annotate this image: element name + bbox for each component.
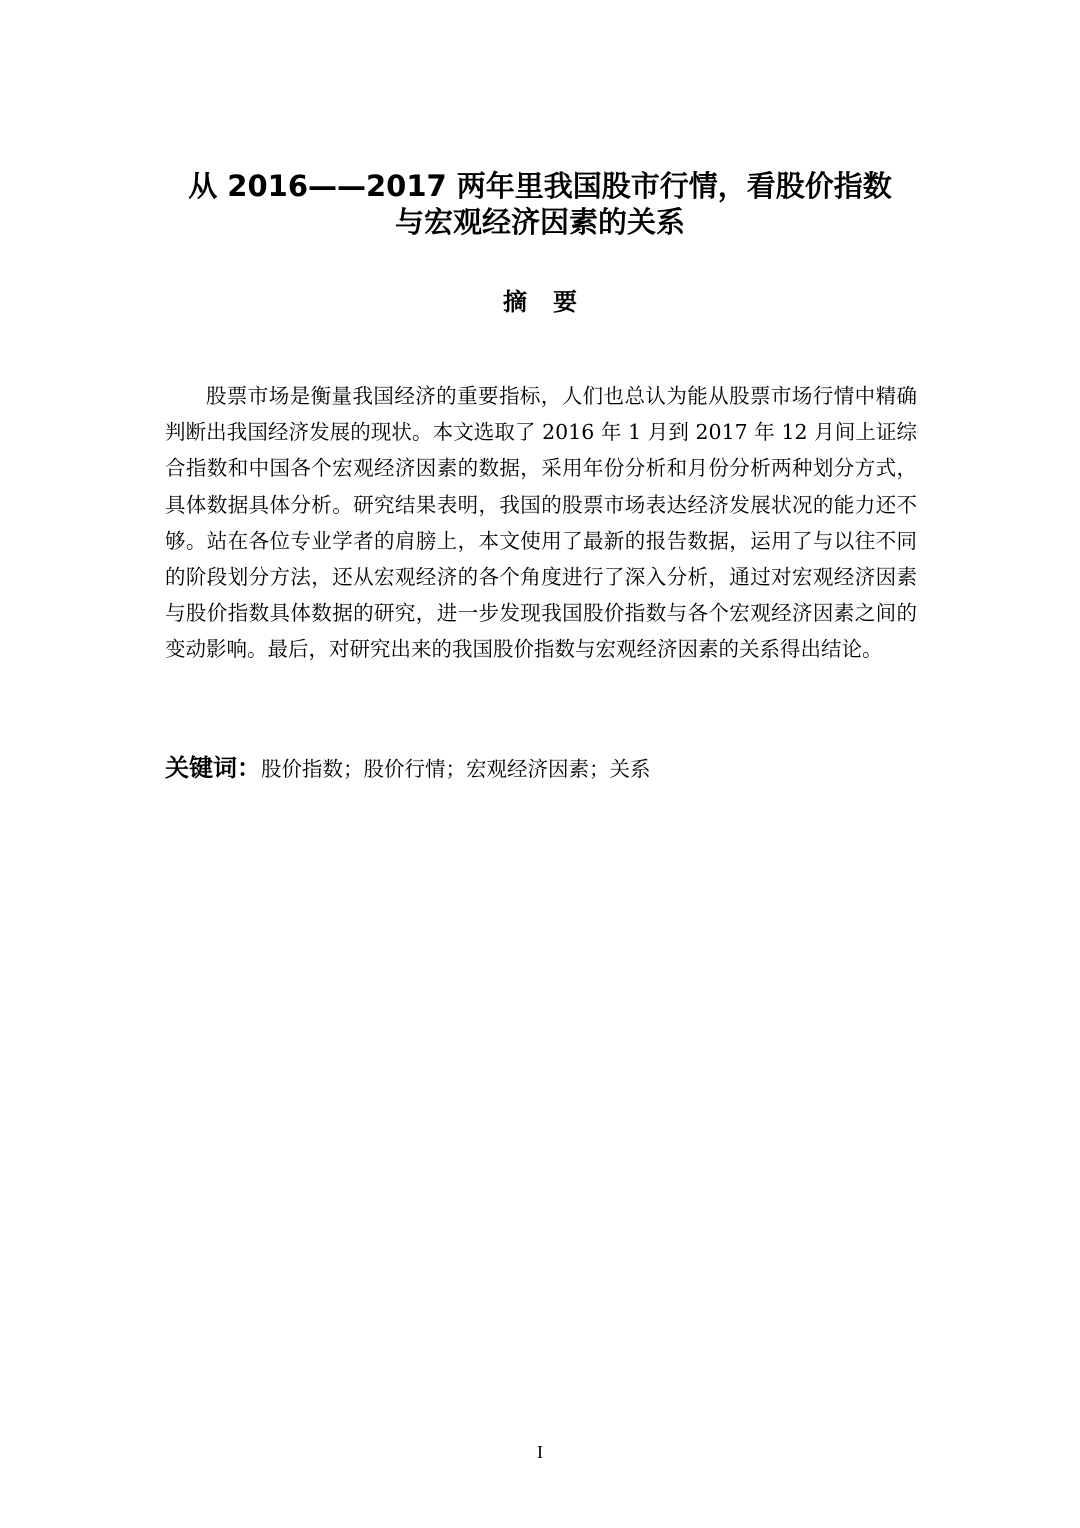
keywords-line	[165, 750, 917, 787]
abstract-heading-left: 摘	[503, 288, 527, 316]
page-number: I	[537, 1442, 543, 1462]
abstract-heading-right: 要	[553, 288, 577, 316]
keywords-label: 关键词：	[165, 754, 261, 782]
paper-title-line-2: 与宏观经济因素的关系	[394, 205, 685, 239]
paper-title-line-1: 从 2016——2017 两年里我国股市行情，看股价指数	[188, 169, 892, 203]
keywords-text: 股价指数；股价行情；宏观经济因素；关系	[261, 757, 651, 781]
abstract-heading	[0, 286, 1080, 318]
abstract-body: 股票市场是衡量我国经济的重要指标，人们也总认为能从股票市场行情中精确判断出我国经济发展的现状。本文选取了 2016 年 1 月到 2017 年 12 月间上证综合指数和中国各个宏观经济因素的数据，采用年份分析和月份分析两种划分方式，具体数据具体分析。研究结果表明，我国的股票市场表达经济发展状况的能力还不够。站在各位专业学者的肩膀上，本文使用了最新的报告数据，运用了与以往不同的阶段划分方法，还从宏观经济的各个角度进行了深入分析，通过对宏观经济因素与股价指数具体数据的研究，进一步发现我国股价指数与各个宏观经济因素之间的变动影响。最后，对研究出来的我国股价指数与宏观经济因素的关系得出结论。	[165, 384, 917, 662]
